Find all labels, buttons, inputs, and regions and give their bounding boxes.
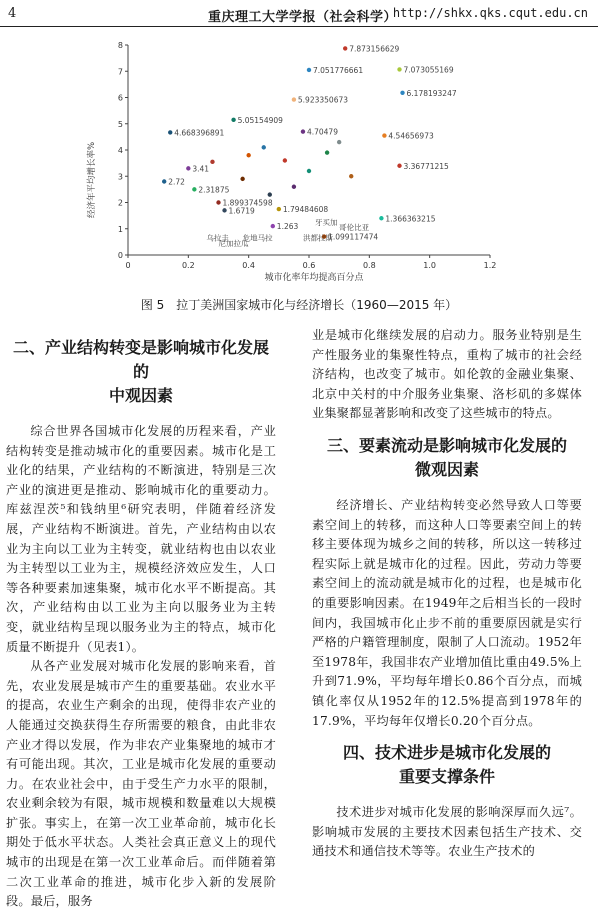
data-point bbox=[216, 200, 220, 204]
data-label: 4.70479 bbox=[306, 127, 338, 137]
data-point bbox=[268, 192, 272, 196]
journal-name: 重庆理工大学学报（社会科学） bbox=[208, 10, 398, 25]
data-label: 7.073055169 bbox=[403, 65, 454, 75]
page-header bbox=[0, 0, 598, 27]
data-point bbox=[246, 153, 250, 157]
section-2-title-line1: 二、产业结构转变是影响城市化发展的 bbox=[12, 338, 269, 381]
page-number: 4 bbox=[8, 6, 17, 21]
data-point bbox=[307, 169, 311, 173]
data-point bbox=[283, 158, 287, 162]
paragraph: 技术进步对城市化发展的影响深厚而久远⁷。影响城市发展的主要技术因素包括生产技术、交通技术和通信技术等等。农业生产技术的 bbox=[312, 805, 582, 859]
country-annotation: 哥伦比亚 bbox=[339, 223, 370, 233]
data-point bbox=[301, 129, 305, 133]
data-label: 3.41 bbox=[192, 164, 210, 174]
y-tick-label: 8 bbox=[117, 41, 123, 50]
data-label: 7.051776661 bbox=[313, 65, 364, 75]
x-tick-label: 1.2 bbox=[483, 261, 497, 270]
x-tick-label: 0.2 bbox=[181, 261, 195, 270]
data-label: 3.36771215 bbox=[403, 161, 449, 171]
country-annotation: 尼加拉瓜 bbox=[218, 238, 249, 248]
data-point bbox=[271, 224, 275, 228]
data-label: 1.899374598 bbox=[222, 198, 273, 208]
data-point bbox=[277, 207, 281, 211]
country-annotation: 牙买加 bbox=[315, 217, 338, 227]
data-label: 4.54656973 bbox=[388, 131, 434, 141]
y-tick-label: 3 bbox=[117, 172, 123, 182]
x-tick-label: 0.6 bbox=[302, 261, 316, 270]
y-tick-label: 0 bbox=[117, 251, 123, 260]
x-tick-label: 0 bbox=[125, 261, 131, 270]
chart-points bbox=[162, 44, 457, 241]
scatter-chart bbox=[80, 30, 520, 295]
section-3-title-line1: 三、要素流动是影响城市化发展的 bbox=[326, 435, 567, 455]
data-label: 1.6719 bbox=[228, 206, 255, 216]
data-label: 1.263 bbox=[276, 222, 299, 232]
data-label: 6.178193247 bbox=[406, 88, 457, 98]
y-tick-label: 1 bbox=[117, 224, 123, 234]
data-label: 2.72 bbox=[168, 177, 185, 187]
y-tick-label: 2 bbox=[117, 198, 123, 208]
chart-y-label: 经济年平均增长率% bbox=[87, 141, 97, 219]
data-point bbox=[210, 160, 214, 164]
paragraph: 业是城市化继续发展的启动力。服务业特别是生产性服务业的集聚性特点，重构了城市的社会经济结构，也改变了城市。如伦敦的金融业集聚、北京中关村的中介服务业集聚、洛杉矶的多媒体业集聚都显著影响和改变了这些城市的特点。 bbox=[312, 328, 582, 421]
data-label: 5.05154909 bbox=[237, 115, 283, 125]
y-tick-label: 4 bbox=[117, 146, 123, 155]
section-4-title bbox=[312, 741, 582, 789]
chart-svg bbox=[80, 30, 520, 295]
data-point bbox=[307, 68, 311, 72]
data-point bbox=[168, 130, 172, 134]
country-annotation: 危地马拉 bbox=[242, 233, 273, 243]
data-label: 1.366363215 bbox=[385, 214, 436, 224]
data-point bbox=[262, 145, 266, 149]
data-point bbox=[397, 67, 401, 71]
data-point bbox=[343, 46, 347, 50]
figure-caption: 图 5 拉丁美洲国家城市化与经济增长（1960—2015 年） bbox=[140, 298, 458, 312]
data-point bbox=[240, 177, 244, 181]
section-4-title-line1: 四、技术进步是城市化发展的 bbox=[342, 743, 551, 763]
right-column bbox=[312, 326, 582, 895]
data-point bbox=[397, 164, 401, 168]
data-label: 7.873156629 bbox=[349, 44, 400, 54]
data-point bbox=[337, 140, 341, 144]
section-3-title bbox=[312, 434, 582, 482]
x-tick-label: 1.0 bbox=[423, 261, 437, 270]
chart-x-label: 城市化率年均提高百分点 bbox=[264, 273, 364, 283]
data-label: 4.668396891 bbox=[174, 128, 225, 138]
section-4-title-line2: 重要支撑条件 bbox=[398, 767, 495, 787]
data-point bbox=[292, 97, 296, 101]
x-tick-label: 0.8 bbox=[362, 261, 376, 270]
data-point bbox=[192, 187, 196, 191]
data-point bbox=[186, 166, 190, 170]
left-column bbox=[6, 326, 276, 909]
journal-url: http://shkx.qks.cqut.edu.cn bbox=[392, 6, 588, 20]
paragraph: 从各产业发展对城市化发展的影响来看，首先，农业发展是城市产生的重要基础。农业水平的提高，农业生产剩余的出现，使得非农产业的人能通过交换获得生存所需要的粮食，由此非农产业才得以发展，作为非农产业集聚地的城市才有可能出现。其次，工业是城市化发展的重要动力。在农业社会中，由于受生产力水平的限制，农业剩余较为有限，城市规模和数量难以大规模扩张。事实上，在第一次工业革命前，城市化长期处于低水平状态。人类社会真正意义上的现代城市的出现是在第一次工业革命后。而伴随着第二次工业革命的推进，城市化步入新的发展阶段。最后，服务 bbox=[6, 659, 276, 909]
data-label: 1.099117474 bbox=[328, 232, 379, 242]
section-3-title-line2: 微观因素 bbox=[414, 459, 479, 479]
data-point bbox=[325, 150, 329, 154]
country-annotation: 洪都拉斯 bbox=[302, 233, 333, 243]
section-2-title-line2: 中观因素 bbox=[108, 386, 173, 405]
data-point bbox=[231, 118, 235, 122]
y-tick-label: 5 bbox=[117, 119, 123, 129]
section-2-title bbox=[6, 336, 276, 408]
data-label: 1.79484608 bbox=[282, 205, 329, 215]
data-point bbox=[382, 133, 386, 137]
y-tick-label: 6 bbox=[117, 93, 123, 103]
country-annotation: 乌拉圭 bbox=[206, 233, 229, 243]
data-label: 2.31875 bbox=[198, 185, 230, 195]
data-label: 5.923350673 bbox=[297, 95, 349, 105]
y-tick-label: 7 bbox=[117, 67, 123, 77]
x-tick-label: 0.4 bbox=[242, 261, 256, 270]
data-point bbox=[162, 179, 166, 183]
data-point bbox=[292, 185, 296, 189]
data-point bbox=[222, 208, 226, 212]
paragraph: 经济增长、产业结构转变必然导致人口等要素空间上的转移，而这种人口等要素空间上的转移主要体现为城乡之间的转移，所以这一转移过程实际上就是城市化的过程。因此，劳动力等要素空间上的流动就是城市化的过程，也是城市化的重要影响因素。在1949年之后相当长的一段时间内，我国城市化止步不前的重要原因就是实行严格的户籍管理制度，限制了人口流动。1952年至1978年，我国非农产业增加值比重由49.5%上升到71.9%，平均每年增长0.86个百分点，而城镇化率仅从1952年的12.5%提高到1978年的17.9%，平均每年仅增长0.20个百分点。 bbox=[312, 497, 582, 728]
data-point bbox=[379, 216, 383, 220]
data-point bbox=[349, 174, 353, 178]
paragraph: 综合世界各国城市化发展的历程来看，产业结构转变是推动城市化的重要因素。城市化是工业化的结果，产业结构的不断演进，特别是三次产业的演进更是推动、影响城市化的重要动力。库兹涅茨⁵和钱纳里⁶研究表明，伴随着经济发展，产业结构不断演进。首先，产业结构由以农业为主向以工业为主转变，就业结构也由以农业为主转型以工业为主，规模经济效应发生，人口等各种要素加速集聚，城市化水平不断提高。其次，产业结构由以工业为主向以服务业为主转变，就业结构呈现以服务业为主的特点，城市化质量不断提升（见表1）。 bbox=[6, 424, 276, 654]
data-point bbox=[400, 91, 404, 95]
